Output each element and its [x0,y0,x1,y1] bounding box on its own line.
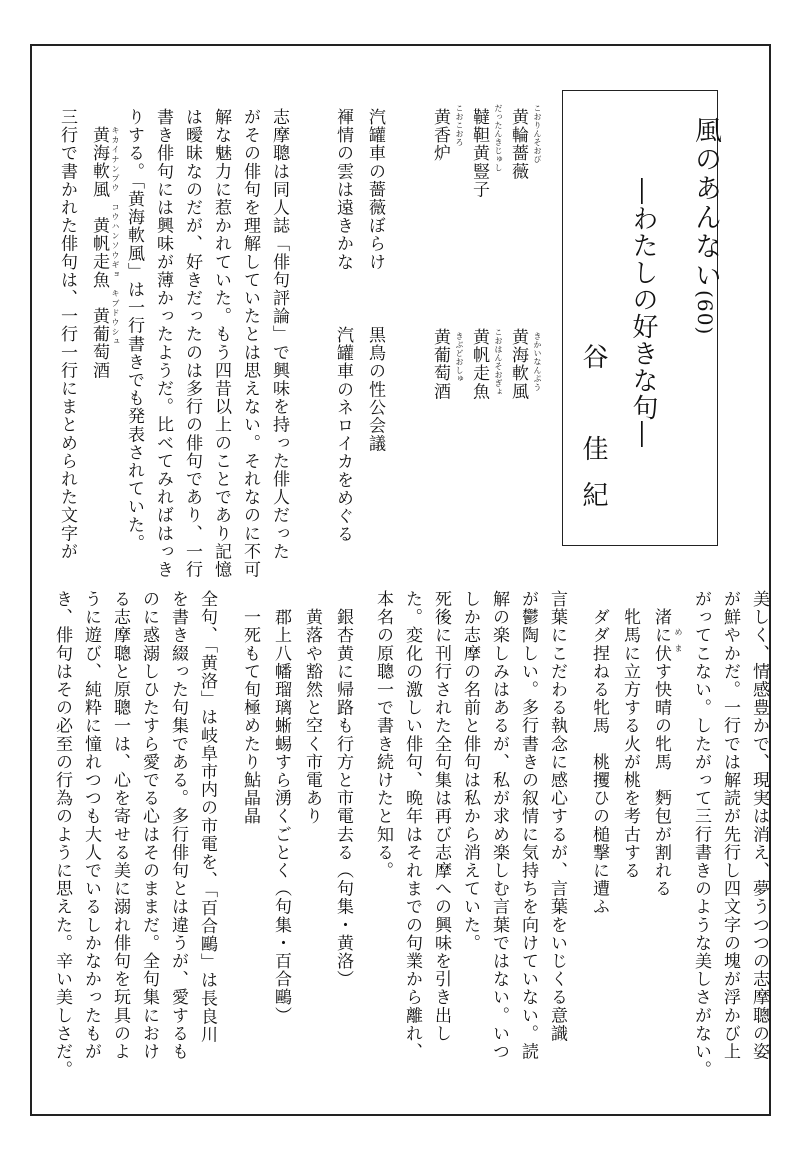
haiku-upper-1: 黄輪薔薇 [508,108,528,181]
ruby-upper-2: だったんきじゅし [494,104,503,172]
lower-haiku-6: 郡上八幡瑠璃蜥蜴すら湧くごとく（句集・百合鷗） [271,590,291,1025]
lower-haiku-2: 牝馬に立方する火が桃を考古する [620,590,640,880]
ruby-upper-1: こおりんそおび [533,104,542,164]
lower-line-12: た。変化の激しい俳句、晩年はそれまでの句業から離れ、 [402,590,422,1061]
haiku-pair-1a: 汽罐車の薔薇ぼらけ [365,108,385,271]
lower-haiku-5: 黄落や豁然と空く市電あり [302,590,322,826]
lower-haiku-4: 銀杏黄に帰路も行方と市電去る（句集・黄洛） [333,590,353,989]
haiku-pair-2a: 褌情の雲は遠きかな [333,108,353,271]
lower-line-18: 全句、「黄洛」は岐阜市内の市電を、「百合鷗」は長良川 [197,590,217,1044]
ruby-ma: ま [674,644,683,653]
lower-line-11: 死後に刊行された全句集は再び志摩への興味を引き出し [431,590,451,1043]
inline-haiku: 黄海軟風 黄帆走魚 黄葡萄酒 [89,126,109,380]
haiku-upper-2: 韃靼黄豎子 [469,108,489,199]
lower-line-7: 言葉にこだわる執念に感心するが、言葉をいじくる意識 [547,590,567,1043]
ruby-upper-2b: こおはんそおぎょ [494,328,503,396]
lower-line-21: る志摩聰と原聰一は、心を寄せる美に溺れ俳句を玩具のよ [110,590,130,1061]
haiku-upper-2b: 黄帆走魚 [469,328,489,401]
ruby-upper-3b: きぶどおしゅ [455,332,464,383]
ruby-me: め [674,628,683,637]
column-subtitle: ―わたしの好きな句― [628,178,658,448]
upper-paragraph-line-4: は曖昧なのだが、好きだったのは多行の俳句であり、一行 [182,108,202,579]
upper-paragraph-line-2: がその俳句を理解していたとは思えない。それなのに不可 [240,108,260,579]
ruby-upper-3: こおこおろ [455,104,464,147]
lower-line-23: き、俳句はその必至の行為のように思えた。辛い美しさだ。 [52,590,72,1079]
lower-line-19: を書き綴った句集である。多行俳句とは違うが、愛するも [168,590,188,1061]
lower-haiku-1: 渚に伏す快晴の牝馬 麪包が割れる [651,590,671,898]
lower-haiku-7: 一死もて旬極めたり鮎晶晶 [240,590,260,826]
lower-line-22: うに遊び、純粋に憧れつつも大人でいるしかなかったもが [81,590,101,1061]
upper-paragraph-line-5: 書き俳句には興味が薄かったようだ。比べてみればはっき [153,108,173,579]
lower-line-3: がってこない。したがって三行書きのような美しさがない。 [691,590,711,1079]
author-name: 谷 佳紀 [578,343,608,527]
lower-line-1: 美しく、情感豊かで、現実は消え、夢うつつの志摩聰の姿 [749,590,769,1061]
upper-last-line: 三行で書かれた俳句は、一行一行にまとめられた文字が [57,108,77,561]
haiku-pair-2b: 汽罐車のネロイカをめぐる [333,326,353,544]
lower-line-13: 本名の原聰一で書き続けたと知る。 [373,590,393,880]
haiku-pair-1b: 黒鳥の性公会議 [365,326,385,453]
haiku-upper-1b: 黄海軟風 [508,328,528,401]
column-title [692,116,719,335]
ruby-upper-1b: きかいなんぷう [533,332,542,392]
lower-line-2: が鮮やかだ。一行では解読が先行し四文字の塊が浮かび上 [720,590,740,1061]
lower-line-9: 解の楽しみはあるが、私が求め楽しむ言葉ではない。いつ [489,590,509,1061]
haiku-upper-3: 黄香炉 [430,108,450,163]
lower-haiku-3: ダダ捏ねる牝馬 桃攫ひの槌撃に遭ふ [589,590,609,916]
lower-line-8: が鬱陶しい。多行書きの叙情に気持ちを向けていない。読 [518,590,538,1061]
lower-line-20: のに惑溺しひたすら愛でる心はそのままだ。全句集におけ [139,590,159,1061]
column-title-text: 風のあんない [690,116,721,290]
lower-line-10: しか志摩の名前と俳句は私から消えていた。 [460,590,480,952]
upper-paragraph-line-1: 志摩聰は同人誌「俳句評論」で興味を持った俳人だった [269,108,289,561]
haiku-upper-3b: 黄葡萄酒 [430,328,450,401]
inline-haiku-ruby: キカイナンプウ コウハンソウギョ キブドウシュ [111,126,120,347]
upper-paragraph-line-6: りする。「黄海軟風」は一行書きでも発表されていた。 [124,108,144,552]
upper-paragraph-line-3: 解な魅力に惹かれていた。もう四昔以上のことであり記憶 [211,108,231,579]
column-number: (60) [693,290,717,336]
